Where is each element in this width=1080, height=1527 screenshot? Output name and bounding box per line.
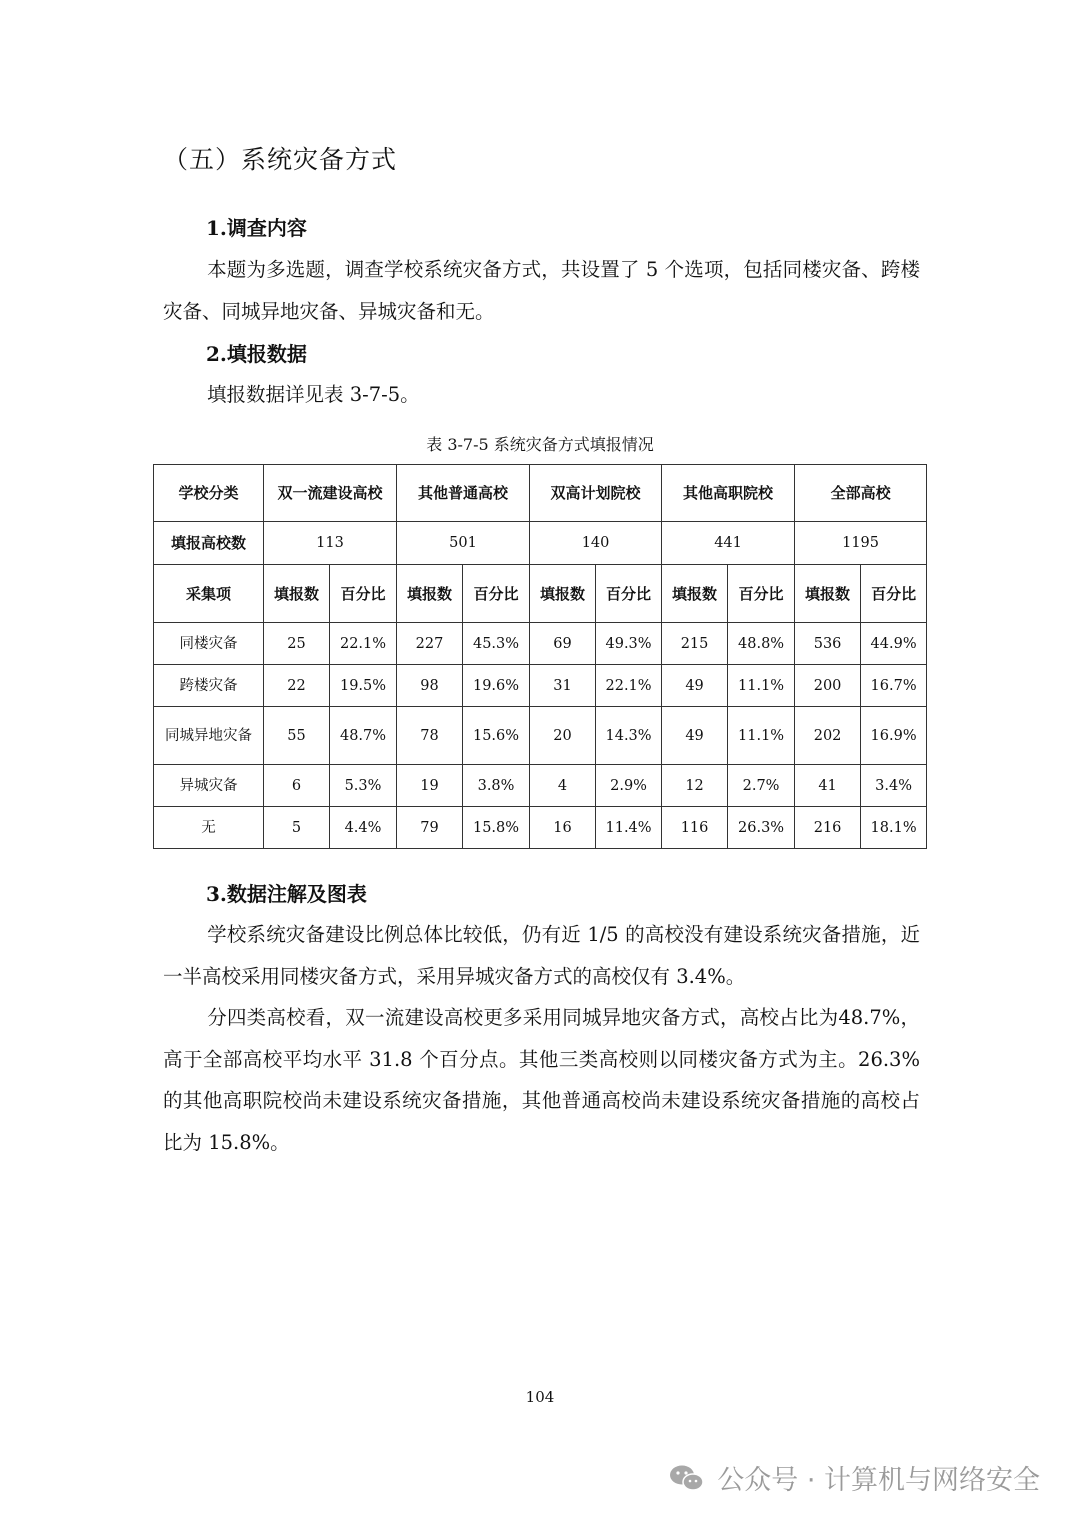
cell-percent: 22.1% xyxy=(330,623,397,665)
cell-percent: 15.6% xyxy=(463,707,530,765)
cell-percent: 26.3% xyxy=(728,807,795,849)
cell-count: 5 xyxy=(264,807,330,849)
cell-count: 78 xyxy=(397,707,463,765)
cell-count: 20 xyxy=(530,707,596,765)
cell-count: 41 xyxy=(795,765,861,807)
cell-count: 216 xyxy=(795,807,861,849)
count-cell: 140 xyxy=(530,522,662,565)
subheader-count: 填报数 xyxy=(662,565,728,623)
cell-percent: 49.3% xyxy=(596,623,662,665)
count-cell: 501 xyxy=(397,522,530,565)
cell-percent: 18.1% xyxy=(861,807,927,849)
count-cell: 441 xyxy=(662,522,795,565)
subheader-percent: 百分比 xyxy=(596,565,662,623)
cell-count: 49 xyxy=(662,707,728,765)
cell-percent: 19.6% xyxy=(463,665,530,707)
cell-percent: 16.7% xyxy=(861,665,927,707)
cell-count: 69 xyxy=(530,623,596,665)
wechat-icon xyxy=(667,1463,707,1493)
paragraph-report-data: 填报数据详见表 3-7-5。 xyxy=(207,383,420,406)
cell-count: 6 xyxy=(264,765,330,807)
cell-count: 22 xyxy=(264,665,330,707)
item-label: 采集项 xyxy=(154,565,264,623)
cell-percent: 2.7% xyxy=(728,765,795,807)
subheader-count: 填报数 xyxy=(264,565,330,623)
table-count-row xyxy=(154,522,927,565)
row-label: 无 xyxy=(154,807,264,849)
cell-count: 55 xyxy=(264,707,330,765)
paragraph-notes-1: 学校系统灾备建设比例总体比较低，仍有近 1/5 的高校没有建设系统灾备措施，近一半高校采用同楼灾备方式，采用异城灾备方式的高校仅有 3.4%。 xyxy=(163,923,920,988)
subheader-percent: 百分比 xyxy=(861,565,927,623)
table-header-row xyxy=(154,465,927,522)
cell-percent: 48.8% xyxy=(728,623,795,665)
cell-percent: 45.3% xyxy=(463,623,530,665)
cell-count: 98 xyxy=(397,665,463,707)
cell-percent: 16.9% xyxy=(861,707,927,765)
count-cell: 1195 xyxy=(795,522,927,565)
table-row xyxy=(154,765,927,807)
cell-count: 49 xyxy=(662,665,728,707)
header-group: 双高计划院校 xyxy=(530,465,662,522)
cell-percent: 19.5% xyxy=(330,665,397,707)
paragraph-notes-2: 分四类高校看，双一流建设高校更多采用同城异地灾备方式，高校占比为48.7%，高于全部高校平均水平 31.8 个百分点。其他三类高校则以同楼灾备方式为主。26.3%的其他高职院校尚未建设系统灾备措施，其他普通高校尚未建设系统灾备措施的高校占比为 15.8%。 xyxy=(163,1006,920,1154)
cell-percent: 3.8% xyxy=(463,765,530,807)
paragraph-survey-content: 本题为多选题，调查学校系统灾备方式，共设置了 5 个选项，包括同楼灾备、跨楼灾备、同城异地灾备、异城灾备和无。 xyxy=(163,258,920,323)
table-caption: 表 3-7-5 系统灾备方式填报情况 xyxy=(426,435,654,454)
row-label: 跨楼灾备 xyxy=(154,665,264,707)
data-table xyxy=(153,464,927,849)
subheading-data-notes: 3.数据注解及图表 xyxy=(206,882,367,906)
cell-count: 202 xyxy=(795,707,861,765)
cell-percent: 15.8% xyxy=(463,807,530,849)
cell-percent: 48.7% xyxy=(330,707,397,765)
cell-count: 200 xyxy=(795,665,861,707)
table-row xyxy=(154,623,927,665)
cell-count: 25 xyxy=(264,623,330,665)
table-row xyxy=(154,665,927,707)
cell-percent: 5.3% xyxy=(330,765,397,807)
cell-count: 215 xyxy=(662,623,728,665)
subheader-percent: 百分比 xyxy=(728,565,795,623)
cell-percent: 44.9% xyxy=(861,623,927,665)
subheader-percent: 百分比 xyxy=(330,565,397,623)
footer-text: 公众号 · 计算机与网络安全 xyxy=(717,1465,1040,1496)
cell-percent: 14.3% xyxy=(596,707,662,765)
count-cell: 113 xyxy=(264,522,397,565)
cell-count: 116 xyxy=(662,807,728,849)
subheader-count: 填报数 xyxy=(397,565,463,623)
header-group: 其他普通高校 xyxy=(397,465,530,522)
cell-count: 227 xyxy=(397,623,463,665)
cell-count: 12 xyxy=(662,765,728,807)
table-row xyxy=(154,707,927,765)
page-number: 104 xyxy=(525,1388,555,1406)
cell-percent: 11.1% xyxy=(728,707,795,765)
header-group: 其他高职院校 xyxy=(662,465,795,522)
row-label: 异城灾备 xyxy=(154,765,264,807)
cell-count: 4 xyxy=(530,765,596,807)
cell-percent: 3.4% xyxy=(861,765,927,807)
section-title: （五）系统灾备方式 xyxy=(163,145,398,174)
cell-count: 536 xyxy=(795,623,861,665)
table-body xyxy=(154,623,927,849)
subheading-survey-content: 1.调查内容 xyxy=(206,216,307,240)
table-subheader-row xyxy=(154,565,927,623)
row-label: 同楼灾备 xyxy=(154,623,264,665)
count-label: 填报高校数 xyxy=(154,522,264,565)
table-row xyxy=(154,807,927,849)
cell-count: 31 xyxy=(530,665,596,707)
footer-watermark xyxy=(667,1458,1040,1497)
cell-percent: 11.1% xyxy=(728,665,795,707)
header-group: 双一流建设高校 xyxy=(264,465,397,522)
subheader-count: 填报数 xyxy=(530,565,596,623)
cell-percent: 11.4% xyxy=(596,807,662,849)
cell-percent: 22.1% xyxy=(596,665,662,707)
row-label: 同城异地灾备 xyxy=(154,707,264,765)
header-school-category: 学校分类 xyxy=(154,465,264,522)
header-group: 全部高校 xyxy=(795,465,927,522)
subheader-count: 填报数 xyxy=(795,565,861,623)
cell-count: 79 xyxy=(397,807,463,849)
cell-percent: 2.9% xyxy=(596,765,662,807)
subheading-report-data: 2.填报数据 xyxy=(206,342,307,366)
cell-count: 19 xyxy=(397,765,463,807)
subheader-percent: 百分比 xyxy=(463,565,530,623)
cell-count: 16 xyxy=(530,807,596,849)
cell-percent: 4.4% xyxy=(330,807,397,849)
